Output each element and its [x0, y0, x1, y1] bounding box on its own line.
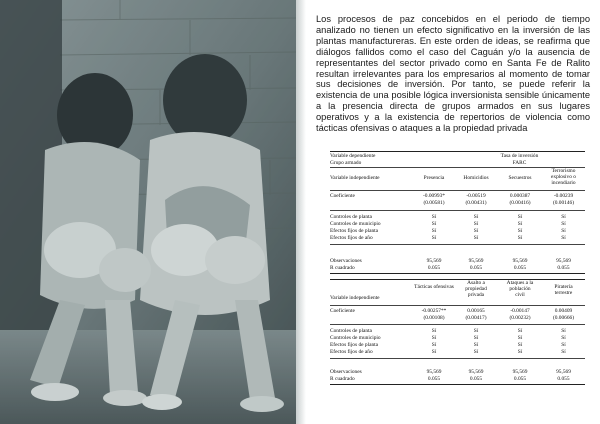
control-label: Efectos fijos de año — [330, 349, 373, 355]
control-value: Sí — [431, 235, 437, 241]
control-value: Sí — [473, 335, 479, 341]
column-header: Piratería terrestre — [554, 284, 573, 296]
control-value: Sí — [561, 349, 566, 355]
observations-value: 95,569 — [512, 258, 528, 264]
column-header: Terrorismo explosivo o incendiario — [550, 168, 576, 186]
control-label: Controles de municipio — [330, 335, 381, 341]
control-value: Sí — [431, 214, 437, 220]
standard-error: (0.00232) — [509, 315, 531, 321]
armed-group-value: FARC — [512, 160, 527, 166]
r-squared-value: 0.055 — [557, 265, 570, 271]
armed-group-label: Grupo armado — [330, 160, 362, 166]
body-paragraph: Los procesos de paz concebidos en el periodo de tiempo analizado no tienen un efecto significativo en la inversión de las plantas manufactureras. En este orden de ideas, se reafirma que diálogos fallidos como el caso del Caguán y/o la ausencia de representantes del sector privado como en Santa Fe de Ralito resultan irrelevantes para los empresarios al momento de tomar sus decisiones de inversión. Por tanto, se puede referir la existencia de una posible lógica inversionista sensible únicamente a la presencia directa de grupos armados en sus lugares operativos y a la existencia de repertorios de violencia como tácticas ofensivas o ataques a la propiedad privada — [316, 14, 590, 134]
control-value: Sí — [431, 349, 437, 355]
standard-error: (0.00416) — [509, 200, 531, 206]
observations-value: 95,569 — [426, 258, 442, 264]
control-value: Sí — [473, 349, 479, 355]
r-squared-value: 0.055 — [513, 265, 527, 271]
column-header: Asalto a propiedad privada — [465, 280, 487, 298]
column-header: Homicidios — [463, 175, 489, 181]
standard-error: (0.00581) — [423, 200, 445, 206]
observations-value: 95,569 — [426, 369, 442, 375]
independent-variable-label: Variable independiente — [330, 175, 380, 181]
coefficient-label: Coeficiente — [330, 308, 355, 314]
r-squared-value: 0.055 — [427, 376, 441, 382]
control-value: Sí — [473, 221, 479, 227]
control-value: Sí — [473, 228, 479, 234]
r-squared-value: 0.055 — [513, 376, 527, 382]
control-value: Sí — [431, 328, 437, 334]
control-value: Sí — [473, 235, 479, 241]
control-value: Sí — [561, 335, 566, 341]
column-header: Ataques a la población civil — [506, 280, 534, 298]
coefficient-value: -0.00257** — [421, 308, 447, 314]
dependent-variable-label: Variable dependiente — [330, 153, 376, 159]
control-value: Sí — [517, 228, 523, 234]
r-squared-label: R cuadrado — [330, 265, 355, 271]
control-value: Sí — [517, 335, 523, 341]
control-value: Sí — [561, 221, 566, 227]
standard-error: (0.00417) — [465, 315, 487, 321]
control-label: Controles de planta — [330, 214, 372, 220]
r-squared-value: 0.055 — [469, 376, 483, 382]
control-value: Sí — [517, 328, 523, 334]
control-value: Sí — [561, 342, 566, 348]
control-value: Sí — [561, 214, 566, 220]
observations-label: Observaciones — [330, 258, 362, 264]
observations-value: 95,569 — [468, 369, 484, 375]
observations-label: Observaciones — [330, 369, 362, 375]
r-squared-value: 0.055 — [427, 265, 441, 271]
r-squared-label: R cuadrado — [330, 376, 355, 382]
independent-variable-label: Variable independiente — [330, 295, 380, 301]
control-label: Efectos fijos de año — [330, 235, 373, 241]
control-label: Controles de planta — [330, 328, 372, 334]
black-and-white-photo — [0, 0, 296, 424]
column-header: Tácticas ofensivas — [414, 284, 454, 290]
control-value: Sí — [517, 214, 523, 220]
control-value: Sí — [517, 221, 523, 227]
control-value: Sí — [517, 342, 523, 348]
observations-value: 95,569 — [468, 258, 484, 264]
coefficient-value: -0.00519 — [466, 193, 486, 199]
control-value: Sí — [431, 335, 437, 341]
control-value: Sí — [561, 228, 566, 234]
control-label: Efectos fijos de planta — [330, 228, 379, 234]
control-label: Controles de municipio — [330, 221, 381, 227]
dependent-variable-value: Tasa de inversión — [500, 153, 539, 159]
column-header: Secuestros — [508, 175, 532, 181]
coefficient-value: -0.00239 — [553, 193, 574, 199]
coefficient-value: -0.00993* — [422, 193, 445, 199]
control-value: Sí — [473, 214, 479, 220]
observations-value: 95,569 — [512, 369, 528, 375]
black-and-white-photo-icon — [0, 0, 296, 424]
control-value: Sí — [517, 235, 523, 241]
page-gutter — [296, 0, 306, 424]
control-value: Sí — [431, 221, 437, 227]
control-value: Sí — [431, 342, 437, 348]
coefficient-label: Coeficiente — [330, 193, 355, 199]
r-squared-value: 0.055 — [469, 265, 483, 271]
standard-error: (0.00108) — [423, 315, 445, 321]
standard-error: (0.00146) — [552, 200, 575, 206]
control-value: Sí — [517, 349, 523, 355]
coefficient-value: -0.00147 — [510, 308, 530, 314]
observations-value: 95,569 — [556, 258, 571, 264]
standard-error: (0.00666) — [552, 315, 575, 321]
standard-error: (0.00431) — [465, 200, 487, 206]
control-value: Sí — [561, 328, 566, 334]
column-header: Presencia — [423, 175, 445, 181]
control-value: Sí — [473, 328, 479, 334]
control-label: Efectos fijos de planta — [330, 342, 379, 348]
coefficient-value: 0.00409 — [554, 308, 573, 314]
control-value: Sí — [473, 342, 479, 348]
coefficient-value: 0.000387 — [509, 193, 531, 199]
r-squared-value: 0.055 — [557, 376, 570, 382]
control-value: Sí — [431, 228, 437, 234]
coefficient-value: 0.00165 — [467, 308, 485, 314]
observations-value: 95,569 — [556, 369, 571, 375]
control-value: Sí — [561, 235, 566, 241]
